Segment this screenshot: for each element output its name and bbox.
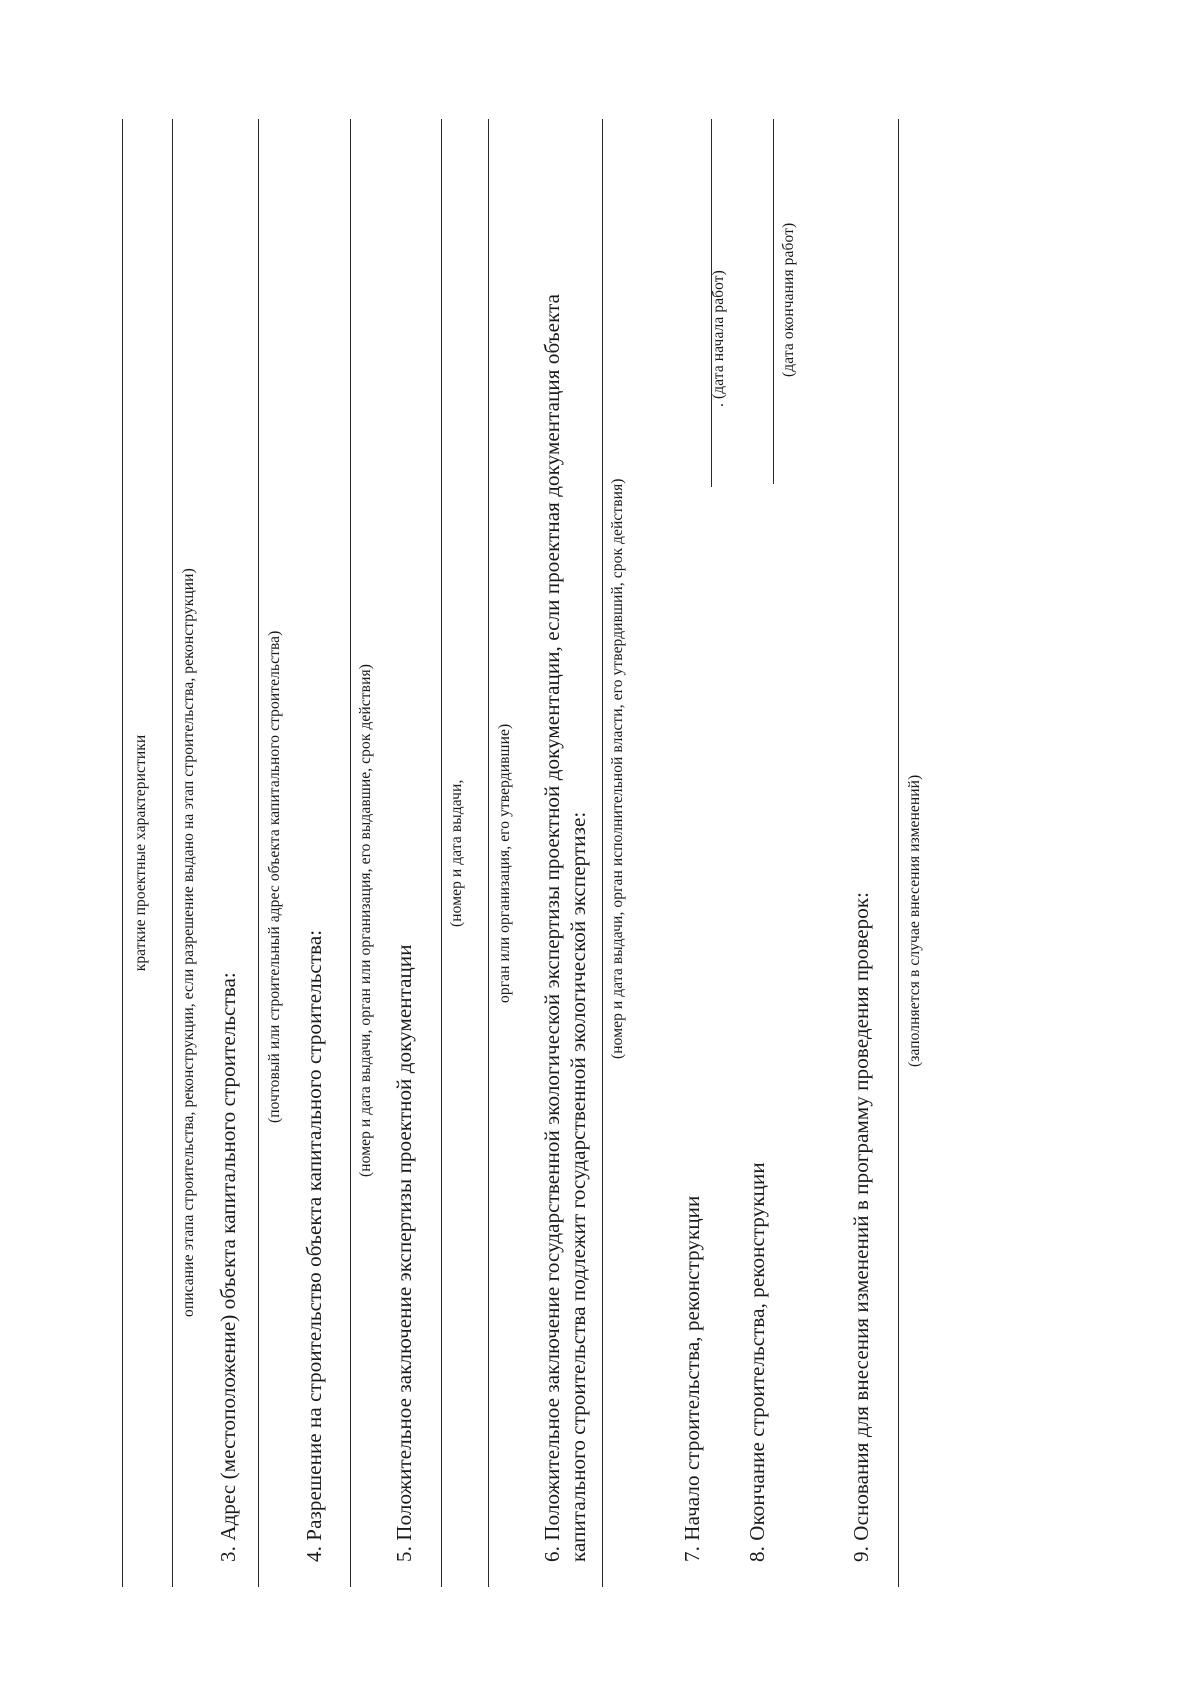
field-line-stage (172, 119, 173, 1587)
field-line-permit (350, 119, 351, 1587)
label-item-4-permit: 4. Разрешение на строительство объекта капитального строительства: (302, 929, 326, 1562)
caption-expertise-hint-1: (номер и дата выдачи, (448, 779, 465, 927)
field-line-changes (898, 119, 899, 1587)
caption-changes-hint: (заполняется в случае внесения изменений) (906, 774, 923, 1067)
caption-start-hint: . (дата начала работ) (710, 270, 727, 407)
label-item-8-end: 8. Окончание строительства, реконструкции (745, 1162, 769, 1562)
caption-stage-description: описание этапа строительства, реконструкции, если разрешение выдано на этап строительства, реконструкции) (180, 568, 197, 1317)
field-line-expertise-1 (441, 119, 442, 1587)
label-item-6-line-1: 6. Положительное заключение государственной экологической экспертизы проектной документации, если проектная документация объекта (540, 293, 564, 1562)
caption-permit-hint: (номер и дата выдачи, орган или организация, его выдавшие, срок действия) (357, 664, 374, 1177)
field-line-expertise-2 (488, 119, 489, 1587)
caption-address-hint: (почтовый или строительный адрес объекта капитального строительства) (266, 630, 283, 1123)
field-line-characteristics (122, 119, 123, 1587)
caption-end-hint: (дата окончания работ) (780, 222, 797, 377)
field-line-address (258, 119, 259, 1587)
caption-expertise-hint-2: орган или организация, его утвердившие) (496, 723, 513, 1003)
label-item-7-start: 7. Начало строительства, реконструкции (680, 1195, 704, 1562)
label-item-3-address: 3. Адрес (местоположение) объекта капитального строительства: (216, 972, 240, 1562)
label-item-5-expertise: 5. Положительное заключение экспертизы проектной документации (392, 944, 416, 1562)
field-line-end-date (773, 119, 774, 484)
caption-brief-characteristics: краткие проектные характеристики (132, 734, 149, 972)
label-item-6-line-2: капитального строительства подлежит государственной экологической экспертизе: (566, 811, 590, 1562)
caption-eco-hint: (номер и дата выдачи, орган исполнительной власти, его утвердивший, срок действия) (609, 478, 626, 1059)
label-item-9-grounds: 9. Основания для внесения изменений в программу проведения проверок: (849, 891, 873, 1562)
field-line-eco (602, 119, 603, 1587)
